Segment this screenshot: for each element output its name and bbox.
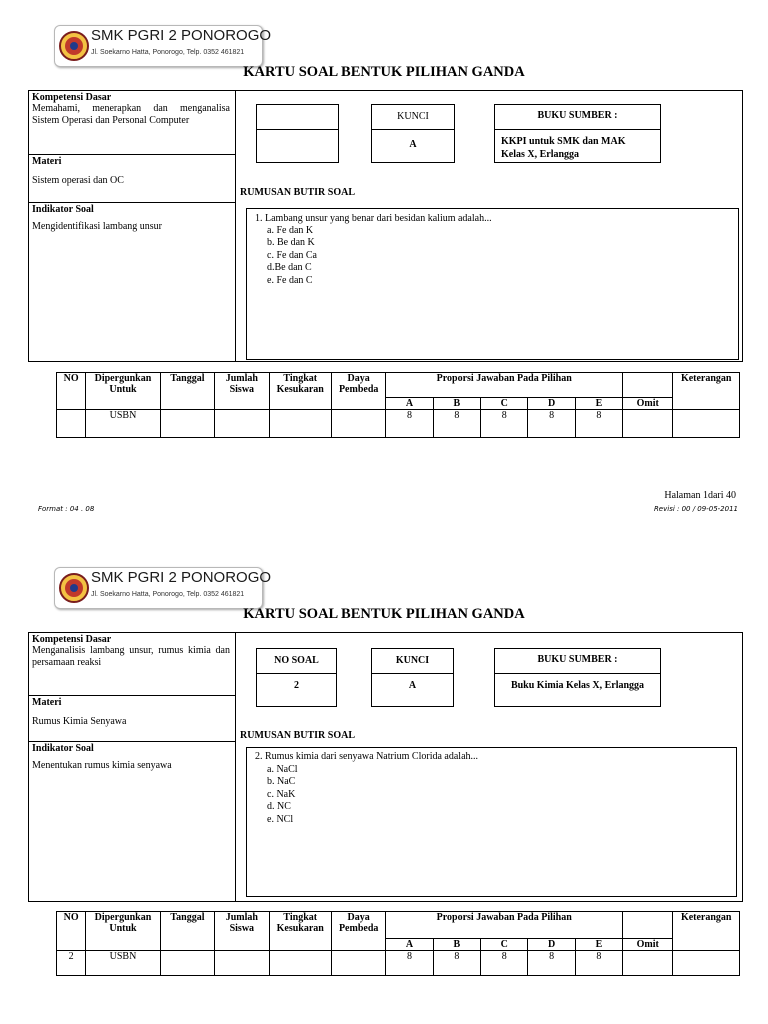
th-option-b: B (433, 939, 480, 951)
cell-proporsi-a: 8 (386, 951, 433, 976)
th-keterangan: Keterangan (673, 373, 740, 410)
option-a: a. Fe dan K (267, 225, 314, 236)
cell-proporsi-e: 8 (575, 951, 622, 976)
kompetensi-label: Kompetensi Dasar (32, 634, 112, 645)
school-address: Jl. Soekarno Hatta, Ponorogo, Telp. 0352 461821 (91, 49, 245, 56)
th-daya-l1: Daya (347, 912, 370, 923)
cell-proporsi-b: 8 (433, 410, 480, 438)
school-name: SMK PGRI 2 PONOROGO (91, 569, 272, 586)
th-option-e: E (575, 939, 622, 951)
th-jumlah-l1: Jumlah (225, 373, 258, 384)
kompetensi-section (29, 633, 235, 695)
cell-proporsi-b: 8 (433, 951, 480, 976)
cell-proporsi-c: 8 (481, 410, 528, 438)
indikator-text: Menentukan rumus kimia senyawa (32, 760, 172, 771)
question-text: 1. Lambang unsur yang benar dari besidan kalium adalah... (255, 213, 492, 224)
th-dipergunakan-l2: Untuk (109, 384, 137, 395)
kunci-value: A (408, 680, 417, 691)
th-dipergunakan-l2: Untuk (109, 923, 137, 934)
school-seal-icon (59, 570, 89, 606)
buku-sumber-box (494, 648, 661, 707)
kompetensi-text: Memahami, menerapkan dan menganalisa Sistem Operasi dan Personal Computer (32, 103, 230, 126)
option-d: d. NC (267, 801, 291, 812)
cell-tingkat (269, 951, 331, 976)
th-option-omit: Omit (623, 939, 673, 951)
rumusan-label: RUMUSAN BUTIR SOAL (240, 187, 356, 198)
th-proporsi: Proporsi Jawaban Pada Pilihan (386, 373, 623, 398)
materi-text: Sistem operasi dan OC (32, 175, 124, 186)
question-box (246, 747, 737, 897)
th-tingkat-l2: Kesukaran (276, 923, 324, 934)
materi-section (29, 695, 235, 742)
buku-sumber-label: BUKU SUMBER : (537, 110, 618, 121)
th-tingkat-l2: Kesukaran (276, 384, 324, 395)
cell-no: 2 (57, 951, 86, 976)
kunci-label: KUNCI (397, 111, 429, 122)
th-proporsi: Proporsi Jawaban Pada Pilihan (386, 912, 623, 939)
materi-label: Materi (32, 156, 62, 167)
th-daya-l2: Pembeda (338, 923, 379, 934)
indikator-label: Indikator Soal (32, 743, 94, 754)
school-header-2 (54, 567, 272, 609)
th-option-e: E (575, 398, 622, 410)
cell-tanggal (160, 951, 214, 976)
th-keterangan: Keterangan (673, 912, 740, 951)
th-option-omit: Omit (623, 398, 673, 410)
th-tingkat-l1: Tingkat (283, 912, 318, 923)
option-b: b. Be dan K (267, 237, 315, 248)
option-a: a. NaCl (267, 764, 298, 775)
school-name: SMK PGRI 2 PONOROGO (91, 27, 272, 44)
th-daya (331, 912, 385, 951)
card-title: KARTU SOAL BENTUK PILIHAN GANDA (243, 606, 525, 622)
card-title: KARTU SOAL BENTUK PILIHAN GANDA (243, 64, 525, 80)
kunci-value: A (409, 139, 417, 150)
cell-proporsi-e: 8 (575, 410, 622, 438)
buku-sumber-divider (495, 673, 660, 674)
buku-sumber-value: Buku Kimia Kelas X, Erlangga (510, 680, 645, 691)
rumusan-label: RUMUSAN BUTIR SOAL (240, 730, 356, 741)
th-option-c: C (481, 939, 528, 951)
th-dipergunakan-l1: Dipergunkan (94, 373, 152, 384)
left-column (29, 633, 236, 901)
option-c: c. Fe dan Ca (267, 250, 317, 261)
buku-sumber-value: KKPI untuk SMK dan MAK Kelas X, Erlangga (501, 136, 626, 160)
th-tanggal: Tanggal (160, 912, 214, 951)
th-blank (623, 912, 673, 939)
cell-dipergunakan: USBN (86, 951, 161, 976)
cell-keterangan (673, 951, 740, 976)
th-tingkat (269, 912, 331, 951)
option-d: d.Be dan C (267, 262, 312, 273)
th-dipergunakan (86, 912, 161, 951)
th-option-d: D (528, 939, 575, 951)
th-option-a: A (386, 939, 433, 951)
kunci-label: KUNCI (395, 655, 430, 666)
th-daya-l2: Pembeda (338, 384, 379, 395)
indikator-text: Mengidentifikasi lambang unsur (32, 221, 162, 232)
cell-proporsi-d: 8 (528, 410, 575, 438)
question-text: 2. Rumus kimia dari senyawa Natrium Clorida adalah... (255, 751, 479, 762)
kompetensi-text: Menganalisis lambang unsur, rumus kimia dan persamaan reaksi (32, 645, 230, 668)
no-soal-divider (257, 673, 336, 674)
option-b: b. NaC (267, 776, 296, 787)
cell-proporsi-c: 8 (481, 951, 528, 976)
th-no: NO (57, 373, 86, 410)
kunci-box (371, 648, 454, 707)
kompetensi-label: Kompetensi Dasar (32, 92, 112, 103)
th-jumlah (215, 912, 269, 951)
cell-dipergunakan: USBN (86, 410, 161, 438)
cell-jumlah (215, 951, 269, 976)
option-c: c. NaK (267, 789, 296, 800)
option-e: e. NCl (267, 814, 294, 825)
cell-daya (331, 951, 385, 976)
halaman-text: Halaman 1dari 40 (664, 490, 736, 501)
cell-proporsi-omit (623, 951, 673, 976)
th-jumlah-l2: Siswa (229, 384, 255, 395)
no-soal-value: 2 (294, 680, 299, 691)
th-no: NO (57, 912, 86, 951)
kunci-divider (372, 673, 453, 674)
th-daya-l1: Daya (347, 373, 370, 384)
th-option-d: D (528, 398, 575, 410)
indikator-section (29, 741, 235, 901)
th-option-c: C (481, 398, 528, 410)
school-address: Jl. Soekarno Hatta, Ponorogo, Telp. 0352 461821 (91, 591, 245, 598)
th-tingkat-l1: Tingkat (283, 373, 318, 384)
th-option-a: A (386, 398, 433, 410)
th-jumlah-l2: Siswa (229, 923, 255, 934)
card-frame (28, 632, 743, 902)
th-jumlah-l1: Jumlah (225, 912, 258, 923)
materi-text: Rumus Kimia Senyawa (32, 716, 127, 727)
materi-label: Materi (32, 697, 62, 708)
option-e: e. Fe dan C (267, 275, 313, 286)
analysis-table (56, 911, 740, 976)
cell-proporsi-a: 8 (386, 410, 433, 438)
revisi-text: Revisi : 00 / 09-05-2011 (653, 505, 738, 513)
th-tanggal: Tanggal (160, 373, 214, 410)
format-text: Format : 04 . 08 (38, 505, 95, 513)
th-option-b: B (433, 398, 480, 410)
no-soal-label: NO SOAL (274, 655, 319, 666)
buku-sumber-label: BUKU SUMBER : (537, 654, 618, 665)
indikator-label: Indikator Soal (32, 204, 94, 215)
th-dipergunakan-l1: Dipergunkan (94, 912, 152, 923)
cell-proporsi-d: 8 (528, 951, 575, 976)
no-soal-box (256, 648, 337, 707)
